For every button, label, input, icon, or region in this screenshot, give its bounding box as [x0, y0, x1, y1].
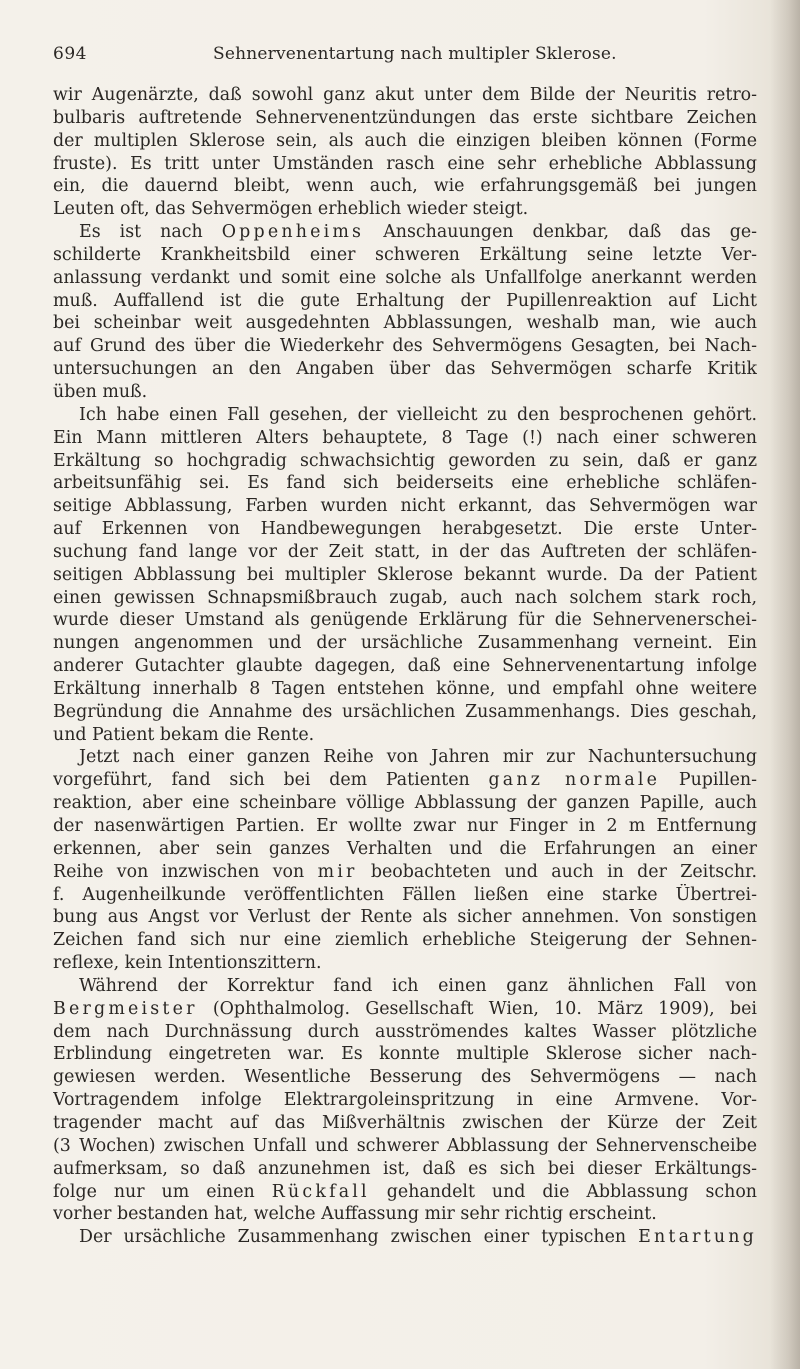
- text-line: [53, 1181, 757, 1204]
- text-segment: Es ist nach: [79, 222, 222, 243]
- text-segment: dem nach Durchnässung durch ausströmendes kaltes Wasser plötzliche: [53, 1021, 757, 1042]
- spaced-name: Rückfall: [271, 1181, 370, 1202]
- text-line: [53, 198, 757, 221]
- spaced-name: ganz normale: [488, 770, 661, 791]
- text-segment: auf Erkennen von Handbewegungen herabgesetzt. Die erste Unter-: [53, 519, 757, 540]
- text-segment: üben muß.: [53, 381, 148, 402]
- text-segment: arbeitsunfähig sei. Es fand sich beiderseits eine erhebliche schläfen-: [53, 473, 757, 494]
- text-line: [53, 564, 757, 587]
- text-segment: beobachteten und auch in der Zeitschr.: [357, 861, 757, 882]
- text-segment: muß. Auffallend ist die gute Erhaltung der Pupillenreaktion auf Licht: [53, 290, 757, 311]
- text-segment: vorher bestanden hat, welche Auffassung mir sehr richtig erscheint.: [53, 1204, 657, 1225]
- text-segment: der multiplen Sklerose sein, als auch die einzigen bleiben können (Forme: [53, 130, 757, 151]
- text-segment: Reihe von inzwischen von: [53, 861, 318, 882]
- text-segment: Begründung die Annahme des ursächlichen Zusammenhangs. Dies geschah,: [53, 701, 757, 722]
- text-line: [53, 450, 757, 473]
- text-line: [53, 381, 757, 404]
- spaced-name: Entartung: [638, 1227, 757, 1248]
- text-line: [53, 107, 757, 130]
- text-line: [53, 404, 757, 427]
- body-text: [53, 84, 757, 1249]
- text-line: [53, 769, 757, 792]
- text-line: [53, 153, 757, 176]
- text-segment: anlassung verdankt und somit eine solche als Unfallfolge anerkannt werden: [53, 267, 757, 288]
- text-line: [53, 929, 757, 952]
- text-segment: (3 Wochen) zwischen Unfall und schwerer Abblassung der Sehnervenscheibe: [53, 1135, 757, 1156]
- text-line: [53, 815, 757, 838]
- text-line: [53, 792, 757, 815]
- text-line: [53, 1203, 757, 1226]
- text-segment: folge nur um einen: [53, 1181, 272, 1202]
- text-segment: reaktion, aber eine scheinbare völlige Abblassung der ganzen Papille, auch: [53, 793, 757, 814]
- text-line: [53, 587, 757, 610]
- text-segment: Leuten oft, das Sehvermögen erheblich wieder steigt.: [53, 199, 529, 220]
- text-line: [53, 632, 757, 655]
- text-line: [53, 1043, 757, 1066]
- text-segment: ein, die dauernd bleibt, wenn auch, wie erfahrungsgemäß bei jungen: [53, 176, 757, 197]
- text-line: [53, 427, 757, 450]
- text-segment: einen gewissen Schnapsmißbrauch zugab, auch nach solchem stark roch,: [53, 587, 757, 608]
- text-segment: Zeichen fand sich nur eine ziemlich erhebliche Steigerung der Sehnen-: [53, 930, 757, 951]
- text-segment: wir Augenärzte, daß sowohl ganz akut unter dem Bilde der Neuritis retro-: [53, 85, 757, 105]
- text-segment: nungen angenommen und der ursächliche Zusammenhang verneint. Ein: [53, 633, 757, 654]
- text-line: [53, 130, 757, 153]
- text-segment: untersuchungen an den Angaben über das Sehvermögen scharfe Kritik: [53, 359, 757, 380]
- text-segment: bulbaris auftretende Sehnervenentzündungen das erste sichtbare Zeichen: [53, 107, 757, 128]
- text-line: [53, 84, 757, 107]
- text-line: [53, 290, 757, 313]
- spaced-name: Oppenheims: [221, 222, 365, 243]
- text-line: [53, 472, 757, 495]
- text-line: [53, 1089, 757, 1112]
- text-segment: auf Grund des über die Wiederkehr des Sehvermögens Gesagten, bei Nach-: [53, 336, 757, 357]
- text-segment: Jetzt nach einer ganzen Reihe von Jahren mir zur Nachuntersuchung: [79, 747, 757, 768]
- text-line: [53, 312, 757, 335]
- text-line: [53, 1021, 757, 1044]
- page-header: [53, 42, 753, 72]
- text-segment: Erblindung eingetreten war. Es konnte multiple Sklerose sicher nach-: [53, 1044, 757, 1065]
- text-line: [53, 358, 757, 381]
- text-line: [53, 244, 757, 267]
- text-segment: f. Augenheilkunde veröffentlichten Fällen ließen eine starke Übertrei-: [53, 884, 757, 905]
- text-line: [53, 518, 757, 541]
- text-line: [53, 1158, 757, 1181]
- text-segment: wurde dieser Umstand als genügende Erklärung für die Sehnervenerschei-: [53, 610, 757, 631]
- text-segment: Pupillen-: [660, 770, 757, 791]
- text-segment: Erkältung so hochgradig schwachsichtig geworden zu sein, daß er ganz: [53, 450, 757, 471]
- text-line: [53, 975, 757, 998]
- text-segment: Anschauungen denkbar, daß das ge-: [364, 222, 757, 243]
- text-segment: (Ophthalmolog. Gesellschaft Wien, 10. März 1909), bei: [197, 998, 757, 1019]
- text-segment: und Patient bekam die Rente.: [53, 724, 315, 745]
- text-segment: seitigen Abblassung bei multipler Sklerose bekannt wurde. Da der Patient: [53, 564, 757, 585]
- text-line: [53, 541, 757, 564]
- text-segment: Ich habe einen Fall gesehen, der vielleicht zu den besprochenen gehört.: [79, 404, 757, 425]
- text-line: [53, 267, 757, 290]
- text-segment: Während der Korrektur fand ich einen ganz ähnlichen Fall von: [79, 975, 757, 996]
- text-line: [53, 678, 757, 701]
- text-line: [53, 952, 757, 975]
- text-line: [53, 998, 757, 1021]
- text-line: [53, 701, 757, 724]
- text-segment: bung aus Angst vor Verlust der Rente als sicher annehmen. Von sonstigen: [53, 907, 757, 928]
- text-segment: tragender macht auf das Mißverhältnis zwischen der Kürze der Zeit: [53, 1112, 757, 1133]
- text-line: [53, 221, 757, 244]
- text-segment: reflexe, kein Intentionszittern.: [53, 953, 322, 974]
- text-line: [53, 609, 757, 632]
- text-segment: schilderte Krankheitsbild einer schweren Erkältung seine letzte Ver-: [53, 244, 757, 265]
- text-segment: gehandelt und die Abblassung schon: [369, 1181, 757, 1202]
- text-line: [53, 655, 757, 678]
- text-line: [53, 1112, 757, 1135]
- text-segment: Der ursächliche Zusammenhang zwischen einer typischen: [79, 1227, 639, 1248]
- text-segment: anderer Gutachter glaubte dagegen, daß eine Sehnervenentartung infolge: [53, 656, 757, 677]
- text-segment: aufmerksam, so daß anzunehmen ist, daß es sich bei dieser Erkältungs-: [53, 1158, 757, 1179]
- text-segment: Erkältung innerhalb 8 Tagen entstehen könne, und empfahl ohne weitere: [53, 678, 757, 699]
- text-segment: Vortragendem infolge Elektrargoleinspritzung in eine Armvene. Vor-: [53, 1090, 757, 1111]
- text-segment: bei scheinbar weit ausgedehnten Abblassungen, weshalb man, wie auch: [53, 313, 757, 334]
- text-line: [53, 495, 757, 518]
- text-segment: vorgeführt, fand sich bei dem Patienten: [53, 770, 489, 791]
- page-number: 694: [53, 44, 87, 64]
- text-line: [53, 884, 757, 907]
- text-segment: gewiesen werden. Wesentliche Besserung des Sehvermögens — nach: [53, 1067, 757, 1088]
- text-line: [53, 724, 757, 747]
- text-line: [53, 1226, 757, 1249]
- text-line: [53, 335, 757, 358]
- text-segment: der nasenwärtigen Partien. Er wollte zwar nur Finger in 2 m Entfernung: [53, 816, 757, 836]
- text-line: [53, 1135, 757, 1158]
- text-line: [53, 746, 757, 769]
- text-line: [53, 861, 757, 884]
- text-segment: fruste). Es tritt unter Umständen rasch eine sehr erhebliche Abblassung: [53, 153, 757, 174]
- page-edge-shadow: [770, 0, 800, 1369]
- text-segment: Ein Mann mittleren Alters behauptete, 8 Tage (!) nach einer schweren: [53, 427, 757, 448]
- text-line: [53, 838, 757, 861]
- running-title: Sehnervenentartung nach multipler Sklerose.: [213, 44, 617, 64]
- text-line: [53, 906, 757, 929]
- text-line: [53, 1066, 757, 1089]
- text-segment: seitige Abblassung, Farben wurden nicht erkannt, das Sehvermögen war: [53, 496, 757, 517]
- text-segment: erkennen, aber sein ganzes Verhalten und die Erfahrungen an einer: [53, 838, 757, 859]
- spaced-name: Bergmeister: [53, 998, 198, 1019]
- text-line: [53, 175, 757, 198]
- spaced-name: mir: [317, 861, 358, 882]
- text-segment: suchung fand lange vor der Zeit statt, in der das Auftreten der schläfen-: [53, 541, 757, 562]
